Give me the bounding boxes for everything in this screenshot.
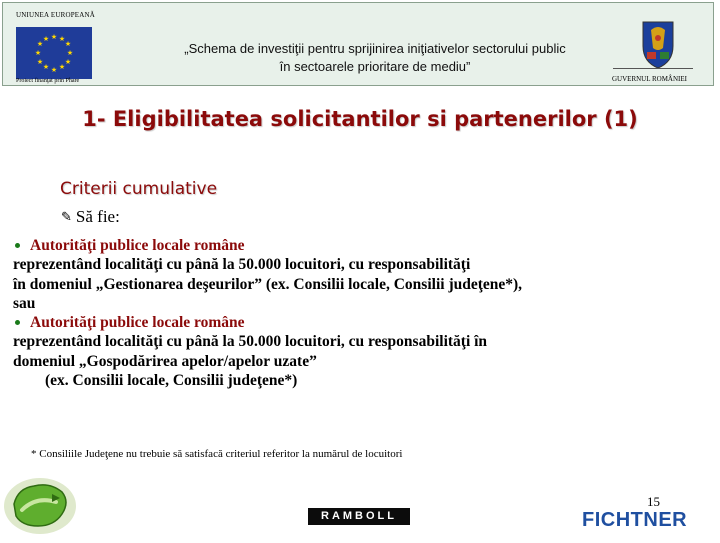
svg-text:★: ★ [64,40,72,48]
svg-text:★: ★ [36,40,44,48]
bullet-item-1 [13,236,713,255]
bullet-item-2 [13,313,713,332]
svg-text:★: ★ [42,63,50,71]
slide-title: 1- Eligibilitatea solicitantilor si partenerilor (1) [82,107,638,131]
svg-text:★: ★ [36,58,44,66]
gov-label: GUVERNUL ROMÂNIEI [612,75,687,83]
eu-flag-icon [16,27,92,79]
bullet-line: în domeniul „Gestionarea deşeurilor” (ex. Consilii locale, Consilii judeţene*), [13,275,523,293]
fichtner-logo: FICHTNER [582,509,688,531]
page-number: 15 [647,494,660,509]
footnote: * Consiliile Judeţene nu trebuie să satisfacă criteriul referitor la numărul de locuitori [31,448,403,460]
project-title-line1: „Schema de investiţii pentru sprijinirea iniţiativelor sectorului public [184,41,566,56]
eu-label: UNIUNEA EUROPEANĂ [16,11,96,19]
bullet-line: sau [13,294,36,312]
project-title [140,40,610,76]
bullet-dot-icon [15,243,20,248]
svg-text:★: ★ [58,63,66,71]
svg-text:★: ★ [66,49,74,57]
coat-of-arms-icon [633,18,683,70]
ramboll-logo: RAMBOLL [308,508,410,525]
svg-text:★: ★ [50,66,58,74]
bullet-lead: Autorităţi publice locale române [30,237,245,254]
bullet-lead: Autorităţi publice locale române [30,314,245,332]
svg-text:★: ★ [42,35,50,43]
criteria-heading: Criterii cumulative [60,179,218,199]
project-title-line2: în sectoarele prioritare de mediu” [279,59,471,74]
bullet-line: domeniul „Gospodărirea apelor/apelor uzate” [13,352,317,370]
bullet-extra: (ex. Consilii locale, Consilii judeţene*) [45,372,298,390]
bullet-line: reprezentând localităţi cu până la 50.000 locuitori, cu responsabilităţi în [13,333,488,351]
svg-text:★: ★ [34,49,42,57]
subheading-text: Să fie: [75,207,120,226]
svg-text:★: ★ [58,35,66,43]
gov-divider [613,68,693,69]
criteria-body [13,236,713,390]
bullet-line: reprezentând localităţi cu până la 50.000 locuitori, cu responsabilităţi [13,256,471,274]
romania-map-logo [0,474,80,538]
eu-subtitle: Proiect finanţat prin Phare [16,78,80,84]
bullet-dot-icon [15,320,20,325]
arrow-pointer-icon: ✎ [61,209,72,224]
svg-text:★: ★ [50,33,58,41]
subheading [61,207,120,227]
svg-text:★: ★ [64,58,72,66]
